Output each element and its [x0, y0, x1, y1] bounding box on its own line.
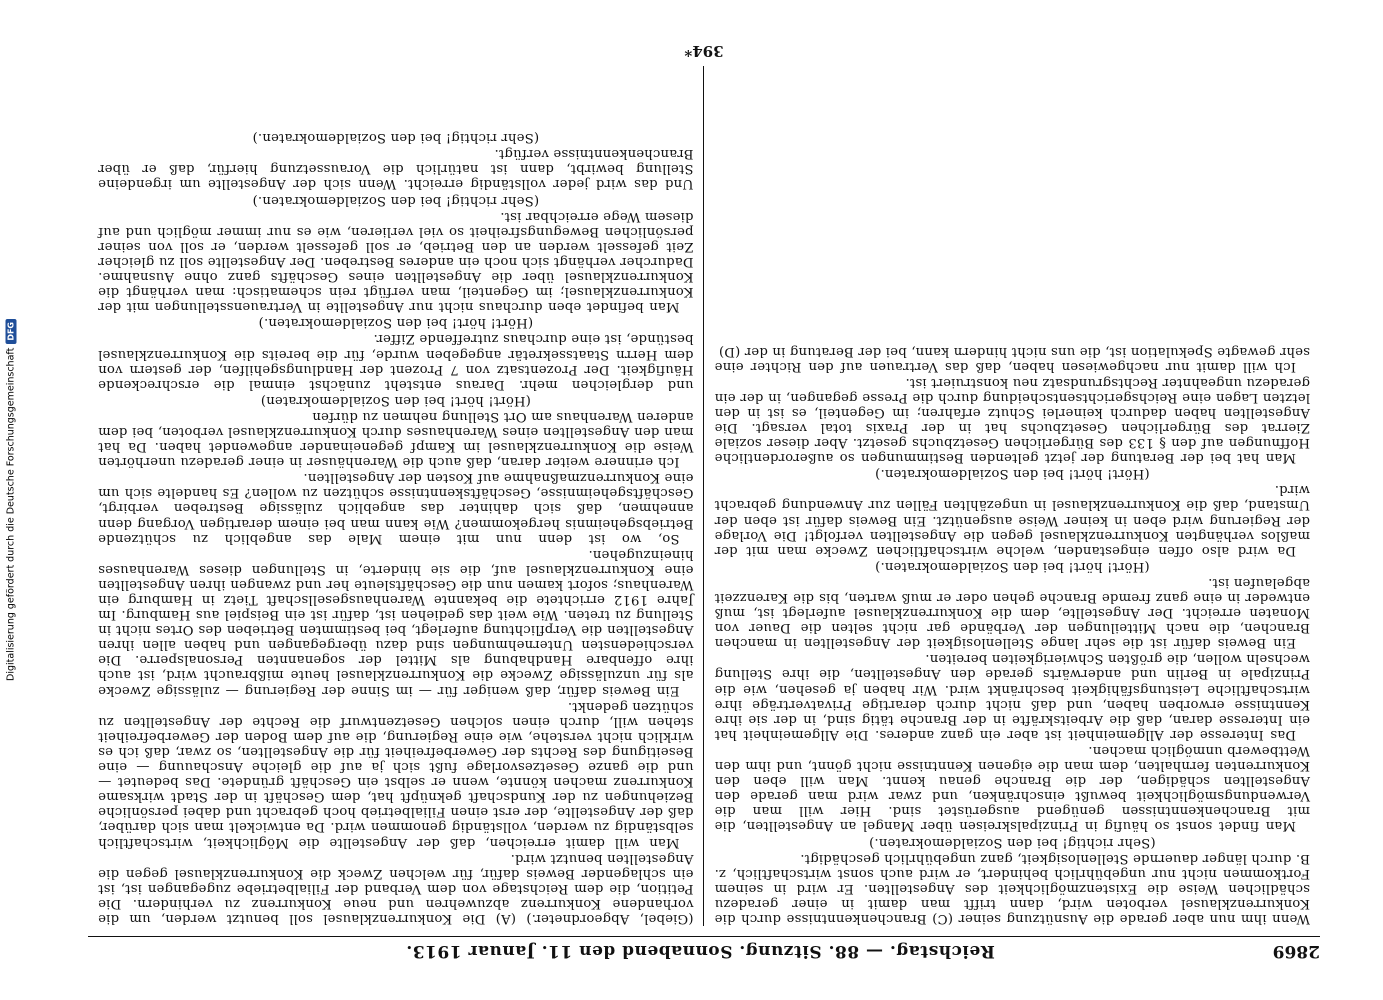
paragraph: Man findet sonst so häufig in Prinzipalskreisen über Mangel an Angestellten, die mit Branchenkenntnissen genügend ausgerüstet sind. Hier will man die Verwendungsmöglichkeit bewußt einschränken, und zwar wird man gerade den Angestellten schädigen, der die Branche genau kennt. Man will eben den Konkurrenten fernhalten, dem man die eigenen Kenntnisse nicht gönnt, und ihm den Wettbewerb unmöglich machen. — [714, 742, 1310, 834]
paragraph: Ich erinnere weiter daran, daß auch die Warenhäuser in einer geradezu unerhörten Weise die Konkurrenzklausel im Kampf gegeneinander angewendet haben. Da hat man den Angestellten eines Warenhauses durch Konkurrenzklausel verboten, bei dem anderen Warenhaus am Ort Stellung nehmen zu dürfen — [98, 408, 694, 470]
paragraph: Ich will damit nur nachgewiesen haben, daß das Vertrauen auf den Richter eine sehr gewagte Spekulation ist, die uns nicht hindern kann, bei der Beratung in der (D) — [714, 343, 1310, 374]
column-left — [88, 66, 705, 926]
interjection: (Hört! hört! bei den Sozialdemokraten.) — [874, 558, 1150, 574]
paragraph: Ein Beweis dafür ist die sehr lange Stellenlosigkeit der Angestellten in manchen Branchen, die nach Mitteilungen der Verbände gar nicht selten die Dauer von Monaten erreicht. Der Angestellte, dem die Konkurrenzklausel auferlegt ist, muß entweder in eine ganz fremde Branche gehen oder er muß warten, bis die Karenzzeit abgelaufen ist. — [714, 574, 1310, 651]
column-right — [705, 66, 1321, 926]
page-header — [88, 936, 1320, 966]
credit-text: Digitalisierung gefördert durch die Deutsche Forschungsgemeinschaft — [5, 347, 17, 681]
paragraph: Das Interesse der Allgemeinheit ist aber ein ganz anderes. Die Allgemeinheit hat ein Interesse daran, daß die Arbeitskräfte in der Branche tätig sind, in der sie ihre Kenntnisse erworben haben, und daß nicht durch derartige Privatverträge ihre wirtschaftliche Leistungsfähigkeit beschränkt wird. Wir haben ja gesehen, wie die Prinzipale in Berlin und anderwärts gerade den Angestellten, die ihre Stellung wechseln wollen, die größten Schwierigkeiten bereiten. — [714, 651, 1310, 742]
interjection: (Hört! hört! bei den Sozialdemokraten) — [260, 392, 531, 408]
paragraph: Ein Beweis dafür, daß weniger für — im Sinne der Regierung — zulässige Zwecke als für unzulässige Zwecke die Konkurrenzklausel heute mißbraucht wird, ist auch ihre offenbare Handhabung als Mittel der sogenannten Personalsperre. Die verschiedensten Unternehmungen sind dazu übergegangen und haben allen ihren Angestellten die Verpflichtung auferlegt, bei bestimmten Betrieben des Ortes nicht in Stellung zu treten. Wie weit das gediehen ist, dafür ist ein Beispiel aus Hamburg. Im Jahre 1912 errichtete die bekannte Warenhausgesellschaft Tietz in Hamburg ein Warenhaus; sofort kamen nun die Geschäftsleute her und zwangen ihren Angestellten eine Konkurrenzklausel auf, die sie hinderte, in Stellungen dieses Warenhauses hineinzugehen. — [98, 546, 694, 698]
text-columns — [88, 66, 1320, 926]
paragraph: und dergleichen mehr. Daraus entsteht zunächst einmal die erschreckende Häufigkeit. Der Prozentsatz von 7 Prozent der Handlungsgehilfen, der gestern von dem Herrn Staatssekretär angegeben wurde, für die bereits die Konkurrenzklausel bestünde, ist eine durchaus zutreffende Ziffer. — [98, 331, 694, 392]
signature-mark: 394* — [684, 42, 724, 60]
paragraph: Man befindet eben durchaus nicht nur Angestellte in Vertrauensstellungen mit der Konkurrenzklausel; im Gegenteil, man verfügt rein schematisch: man verhängt die Konkurrenzklausel über die Angestellten eines Geschäfts ganz ohne Ausnahme. Dadurcher verhängt sich noch ein anderes Bestreben. Der Angestellte soll zu gleicher Zeit gefesselt werden an den Betrieb, er soll gefesselt werden, er soll von seiner persönlichen Bewegungsfreiheit so viel verlieren, wie es nur immer möglich und auf diesem Wege erreichbar ist. — [98, 208, 694, 315]
interjection: (Hört! hört! bei den Sozialdemokraten.) — [874, 466, 1150, 482]
digitization-credit — [0, 0, 22, 1000]
paragraph: Da wird also offen eingestanden, welche wirtschaftlichen Zwecke man mit der maßlos verhängten Konkurrenzklausel gegen die Angestellten verfolgt! Die Vorlage der Regierung wird eben in keiner Weise ausgenützt. Ein Beweis dafür ist eben der Umstand, daß die Konkurrenzklausel in ungezählten Fällen zur Anwendung gebracht wird. — [714, 482, 1310, 558]
dfg-logo: DFG — [6, 319, 17, 344]
page-number: 2869 — [1272, 941, 1320, 961]
interjection: (Hört! hört! bei den Sozialdemokraten.) — [258, 315, 534, 331]
paragraph: Wenn ihm nun aber gerade die Ausnützung seiner (C) Branchenkenntnisse durch die Konkurrenzklausel verboten wird, dann trifft man damit in einer geradezu schädlichen Weise die Existenzmöglichkeit des Angestellten. Er wird in seinem Fortkommen nicht nur ungebührlich behindert, er wird auch sonst wirtschaftlich, z. B. durch länger dauernde Stellenlosigkeit, ganz ungebührlich geschädigt. — [714, 850, 1310, 926]
scanned-page — [88, 36, 1320, 966]
paragraph: So, wo ist denn nun mit einem Male das angeblich zu schützende Betriebsgeheimnis hergekommen? Wie kann man bei einem derartigen Vorgang denn annehmen, daß sich dahinter das angeblich zulässige Bestreben verbirgt, Geschäftsgeheimnisse, Geschäftskenntnisse schützen zu wollen? Es handelte sich um eine Konkurrenzmaßnahme auf Kosten der Angestellten. — [98, 470, 694, 546]
interjection: (Sehr richtig! bei den Sozialdemokraten.) — [252, 130, 540, 146]
interjection: (Sehr richtig! bei den Sozialdemokraten.) — [868, 834, 1156, 850]
paragraph: (Giebel, Abgeordneter.) (A) Die Konkurrenzklausel soll benutzt werden, um die vorhandene Konkurrenz abzuwehren und neue Konkurrenz zu verhindern. Die Petition, die dem Reichstage von dem Verband der Filialbetriebe zugegangen ist, ist ein schlagender Beweis dafür, für welchen Zweck die Konkurrenzklausel gegen die Angestellten benutzt wird. — [98, 850, 694, 926]
paragraph: Man will damit erreichen, daß der Angestellte die Möglichkeit, wirtschaftlich selbständig zu werden, vollständig genommen wird. Da entwickelt man sich darüber, daß der Angestellte, der erst einen Filialbetrieb hoch gebracht und dabei persönliche Beziehungen zu der Kundschaft geknüpft hat, dem Geschäft in der Stadt wirksame Konkurrenz machen könnte, wenn er selbst ein Geschäft gründete. Das bedeutet — und die ganze Gesetzesvorlage fußt sich ja auf die gleiche Anschauung — eine Beseitigung des Rechts der Gewerbefreiheit für die Angestellten, so zwar, daß ich es wirklich nicht verstehe, wie eine Regierung, die auf dem Boden der Gewerbefreiheit stehen will, durch einen solchen Gesetzentwurf die Rechte der Angestellten zu schützen gedenkt. — [98, 698, 694, 850]
running-title: Reichstag. — 88. Sitzung. Sonnabend den 11. Januar 1913. — [405, 941, 995, 961]
paragraph: Man hat bei der Beratung der jetzt geltenden Bestimmungen so außerordentliche Hoffnungen auf den § 133 des Bürgerlichen Gesetzbuchs gesetzt. Aber dieser soziale Zierrat des Bürgerlichen Gesetzbuchs hat in der Praxis total versagt. Die Angestellten haben dadurch keinerlei Schutz erfahren; im Gegenteil, es ist in den letzten Lagen eine Reichsgerichtsentscheidung durch die Presse gegangen, in der ein geradezu ungeahnter Rechtsgrundsatz neu konstruiert ist. — [714, 374, 1310, 466]
paragraph: Und das wird jeder vollständig erreicht. Wenn sich der Angestellte um irgendeine Stellung bewirbt, dann ist natürlich die Voraussetzung hierfür, daß er über Branchenkenntnisse verfügt. — [98, 146, 694, 192]
interjection: (Sehr richtig! bei den Sozialdemokraten.) — [252, 192, 540, 208]
